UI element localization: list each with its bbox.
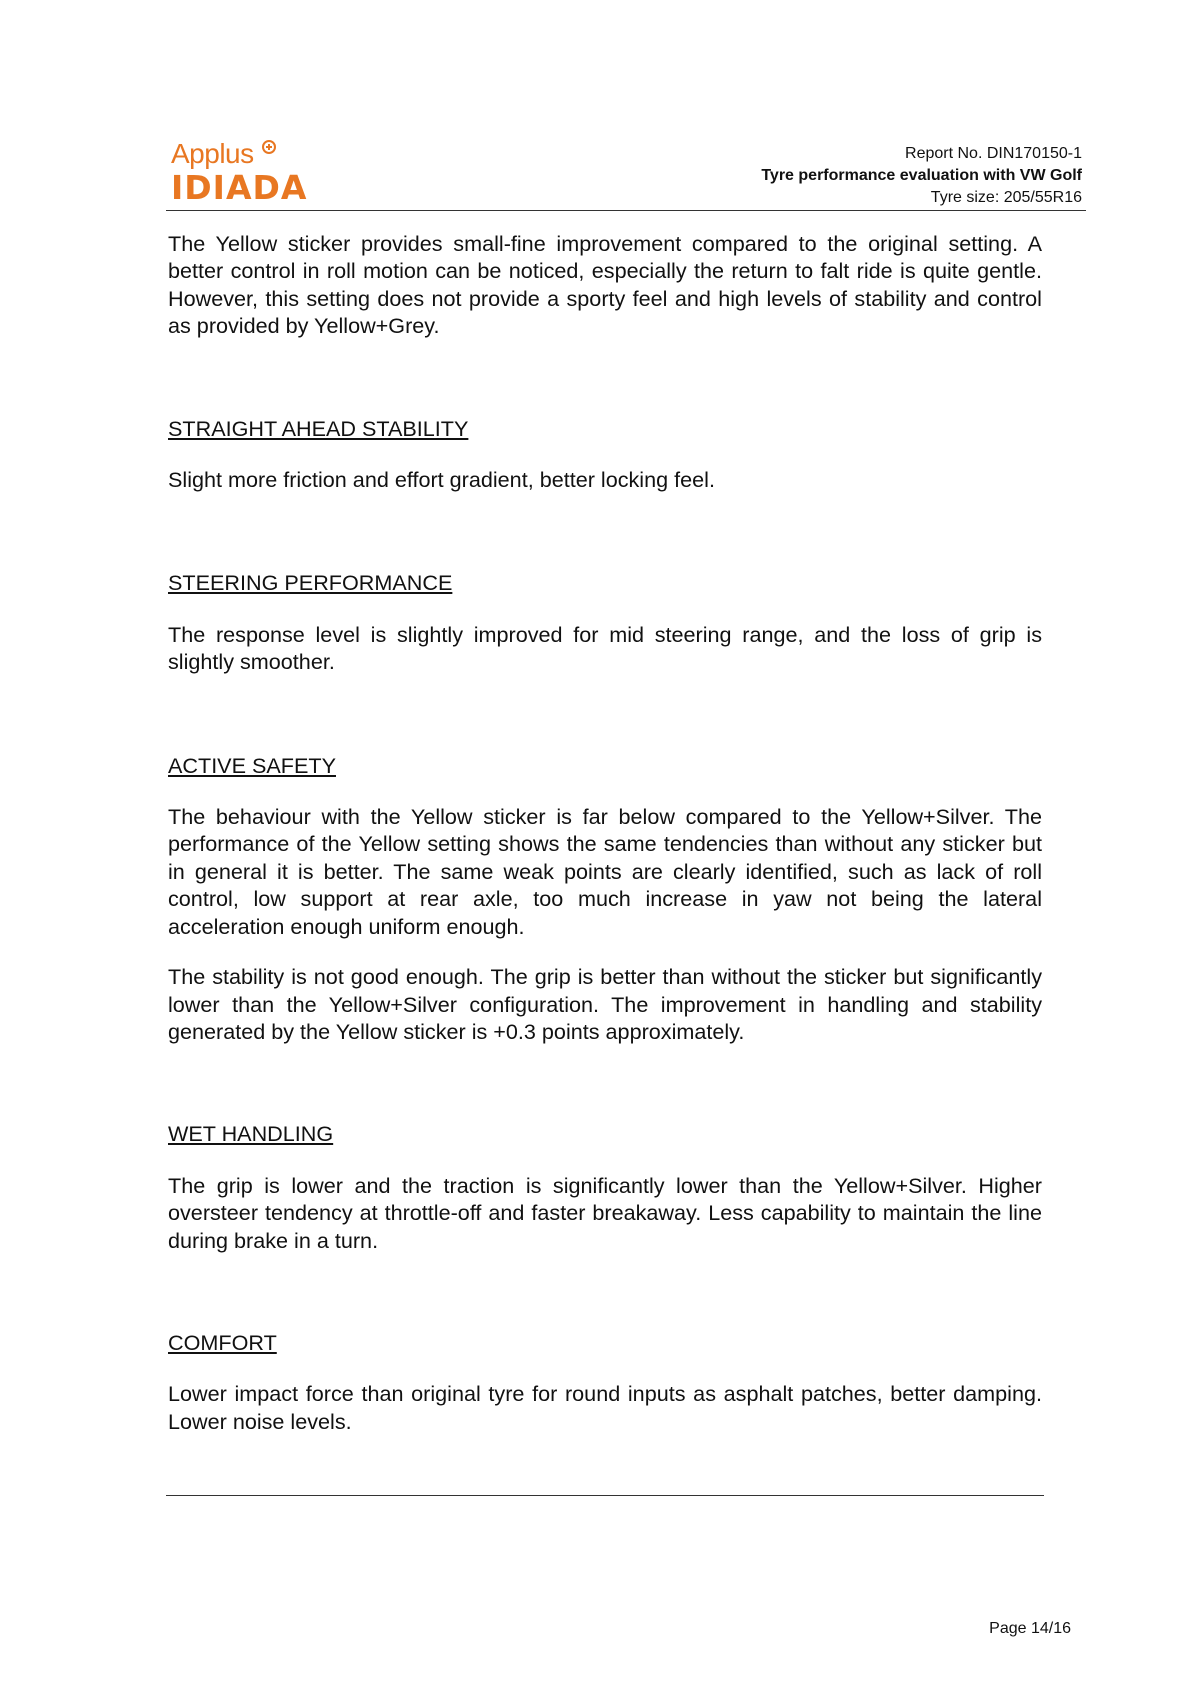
section-paragraph: The grip is lower and the traction is significantly lower than the Yellow+Silver. Higher oversteer tendency at throttle-off and faster breakaway. Less capability to maintain the line during brake in a turn. [168,1172,1042,1253]
report-title: Tyre performance evaluation with VW Golf [761,167,1082,184]
header-divider [166,210,1086,211]
tyre-size: Tyre size: 205/55R16 [930,189,1082,206]
footer-divider [166,1495,1044,1496]
section-paragraph: The behaviour with the Yellow sticker is far below compared to the Yellow+Silver. The performance of the Yellow setting shows the same tendencies than without any sticker but in general it is better. The same weak points are clearly identified, such as lack of roll control, low support at rear axle, too much increase in yaw not being the lateral acceleration enough uniform enough. [168,804,1042,939]
section-title-comfort: COMFORT [168,1329,277,1355]
page-number: Page 14/16 [989,1620,1071,1637]
logo-applus-text: Applus [171,138,254,169]
page-content [168,230,1042,1435]
logo-plus-icon [262,140,276,154]
company-logo [171,138,331,208]
section-title-straight-ahead-stability: STRAIGHT AHEAD STABILITY [168,415,469,441]
logo-idiada-text: IDIADA [171,168,308,207]
intro-paragraph: The Yellow sticker provides small-fine improvement compared to the original setting. A better control in roll motion can be noticed, especially the return to falt ride is quite gentle. However, this setting does not provide a sporty feel and high levels of stability and control as provided by Yellow+Grey. [168,231,1042,339]
report-number: Report No. DIN170150-1 [905,145,1082,162]
section-title-active-safety: ACTIVE SAFETY [168,752,336,778]
section-paragraph: Lower impact force than original tyre for round inputs as asphalt patches, better damping. Lower noise levels. [168,1381,1042,1434]
section-paragraph: Slight more friction and effort gradient, better locking feel. [168,467,715,493]
section-title-steering-performance: STEERING PERFORMANCE [168,570,453,596]
section-paragraph: The stability is not good enough. The grip is better than without the sticker but significantly lower than the Yellow+Silver configuration. The improvement in handling and stability generated by the Yellow sticker is +0.3 points approximately. [168,964,1042,1044]
section-title-wet-handling: WET HANDLING [168,1121,334,1147]
report-meta [761,143,1082,209]
section-paragraph: The response level is slightly improved for mid steering range, and the loss of grip is slightly smoother. [168,621,1042,675]
